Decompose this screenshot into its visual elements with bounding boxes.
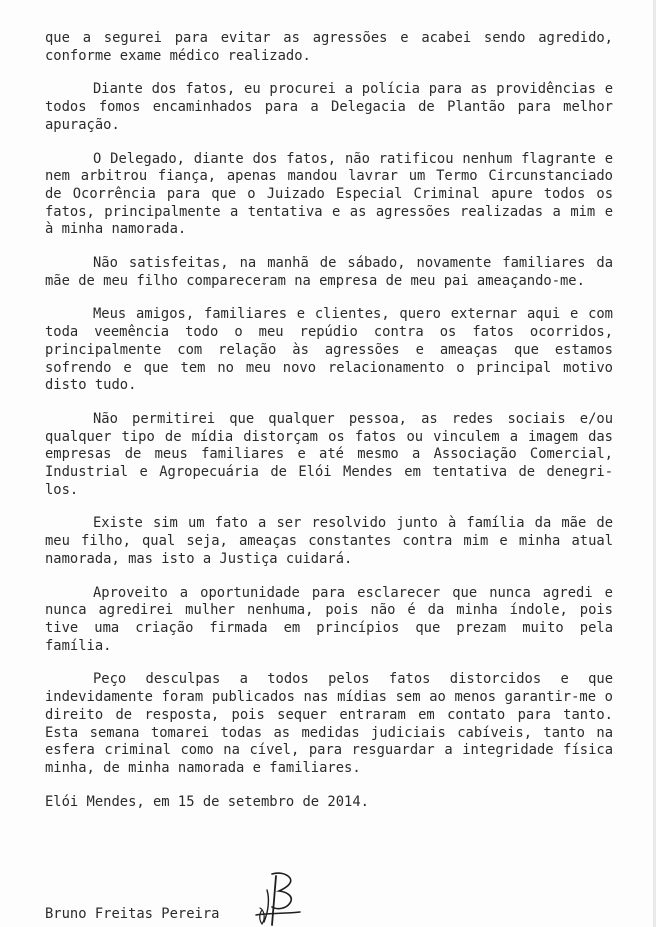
place-date: Elói Mendes, em 15 de setembro de 2014. [45, 793, 369, 810]
paragraph-police: Diante dos fatos, eu procurei a polícia para as providências e todos fomos encaminhados para a Delegacia de Plantão para melhor apuração. [45, 81, 613, 133]
paragraph-repudio: Meus amigos, familiares e clientes, quero externar aqui e com toda veemência todo o meu repúdio contra os fatos ocorridos, principalmente com relação às agressões e ameaças que estamos sofrendo e que tem no meu novo relacionamento o principal motivo disto tudo. [45, 306, 613, 394]
signatory-name: Bruno Freitas Pereira [45, 906, 220, 922]
paragraph-midia: Não permitirei que qualquer pessoa, as redes sociais e/ou qualquer tipo de mídia distorçam os fatos ou vinculem a imagem das empresas de meus familiares e até mesmo a Associação Comercial, Industrial e Agropecuária de Elói Mendes em tentativa de denegri-los. [45, 410, 613, 498]
paragraph-desculpas: Peço desculpas a todos pelos fatos distorcidos e que indevidamente foram publicados nas mídias sem ao menos garantir-me o direito de resposta, pois sequer entraram em contato para tanto. Esta semana tomarei todas as medidas judiciais cabíveis, tanto na esfera criminal como na cível, para resguardar a integridade física minha, de minha namorada e familiares. [45, 671, 613, 776]
paragraph-familia: Existe sim um fato a ser resolvido junto à família da mãe de meu filho, qual seja, ameaças constantes contra mim e minha atual namorada, mas isto a Justiça cuidará. [45, 515, 613, 567]
paragraph-esclarecer: Aproveito a oportunidade para esclarecer que nunca agredi e nunca agredirei mulher nenhuma, pois não é da minha índole, pois tive uma criação firmada em princípios que prezam muito pela família. [45, 584, 613, 654]
handwritten-signature [250, 870, 310, 927]
letter-body [45, 30, 613, 841]
paragraph-delegado: O Delegado, diante dos fatos, não ratificou nenhum flagrante e nem arbitrou fiança, apenas mandou lavrar um Termo Circunstanciado de Ocorrência para que o Juizado Especial Criminal apure todos os fatos, principalmente a tentativa e as agressões realizadas a mim e à minha namorada. [45, 150, 613, 238]
paragraph-saturday: Não satisfeitas, na manhã de sábado, novamente familiares da mãe de meu filho compareceram na empresa de meu pai ameaçando-me. [45, 255, 613, 289]
signature-block [45, 870, 345, 927]
paragraph-continuation: que a segurei para evitar as agressões e acabei sendo agredido, conforme exame médico realizado. [45, 30, 613, 64]
